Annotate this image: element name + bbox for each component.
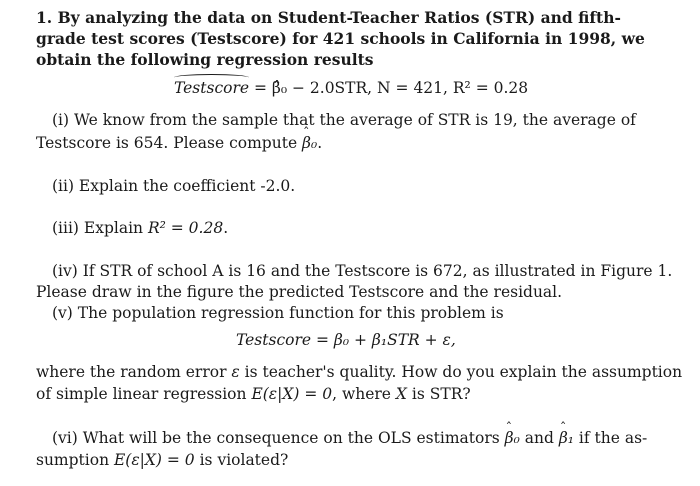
part-i-line-1: (i) We know from the sample that the average of STR is 19, the average of (52, 111, 636, 129)
beta1-hat-symbol-vi: ˆ β₁ (559, 428, 574, 448)
equation-lhs: Testscore (174, 79, 250, 97)
part-vi-text-a: (vi) What will be the consequence on the OLS estimators (52, 429, 505, 447)
part-iii-text: (iii) Explain (52, 219, 148, 237)
problem-heading-line-3: obtain the following regression results (36, 50, 374, 69)
beta0-hat-symbol-vi: ˆ β₀ (505, 428, 520, 448)
part-vi-line-1 (52, 428, 647, 448)
beta0-hat-symbol: ˆ β₀ (302, 133, 317, 153)
equation-rhs: = β̂₀ − 2.0STR, N = 421, R² = 0.28 (249, 79, 529, 97)
part-i-end: . (317, 134, 323, 152)
x-symbol: X (395, 385, 407, 403)
regression-equation (174, 78, 528, 98)
part-v-line-2 (36, 362, 682, 382)
part-v-text-a: where the random error (36, 363, 232, 381)
part-vi-line-2 (36, 450, 288, 470)
part-vi-text-d: sumption (36, 451, 114, 469)
part-iv-line-1: (iv) If STR of school A is 16 and the Testscore is 672, as illustrated in Figure 1. (52, 262, 673, 280)
epsilon-symbol: ε (231, 363, 240, 381)
conditional-expectation-expression-vi: E(ε|X) = 0 (113, 451, 195, 469)
conditional-expectation-expression: E(ε|X) = 0 (251, 385, 333, 403)
problem-heading-line-2: grade test scores (Testscore) for 421 schools in California in 1998, we (36, 29, 645, 48)
part-iii-end: . (223, 219, 229, 237)
population-regression-equation: Testscore = β₀ + β₁STR + ε, (236, 331, 456, 349)
part-v-line-1: (v) The population regression function for this problem is (52, 304, 504, 322)
part-iii (52, 218, 228, 238)
part-ii: (ii) Explain the coefficient -2.0. (52, 177, 296, 195)
part-v-line-3 (36, 384, 471, 404)
part-v-text-c: of simple linear regression (36, 385, 252, 403)
problem-heading-line-1: 1. By analyzing the data on Student-Teacher Ratios (STR) and fifth- (36, 8, 621, 27)
r-squared-expression: R² = 0.28 (147, 219, 224, 237)
part-iv-line-2: Please draw in the figure the predicted Testscore and the residual. (36, 283, 563, 301)
part-v-text-b: is teacher's quality. How do you explain the assumption (239, 363, 683, 381)
part-v-text-d: , where (332, 385, 396, 403)
part-vi-text-b: and (519, 429, 559, 447)
part-v-text-e: is STR? (406, 385, 471, 403)
part-i-text: Testscore is 654. Please compute (36, 134, 303, 152)
part-i-line-2 (36, 133, 322, 153)
part-vi-text-e: is violated? (194, 451, 289, 469)
part-vi-text-c: if the as- (574, 429, 648, 447)
